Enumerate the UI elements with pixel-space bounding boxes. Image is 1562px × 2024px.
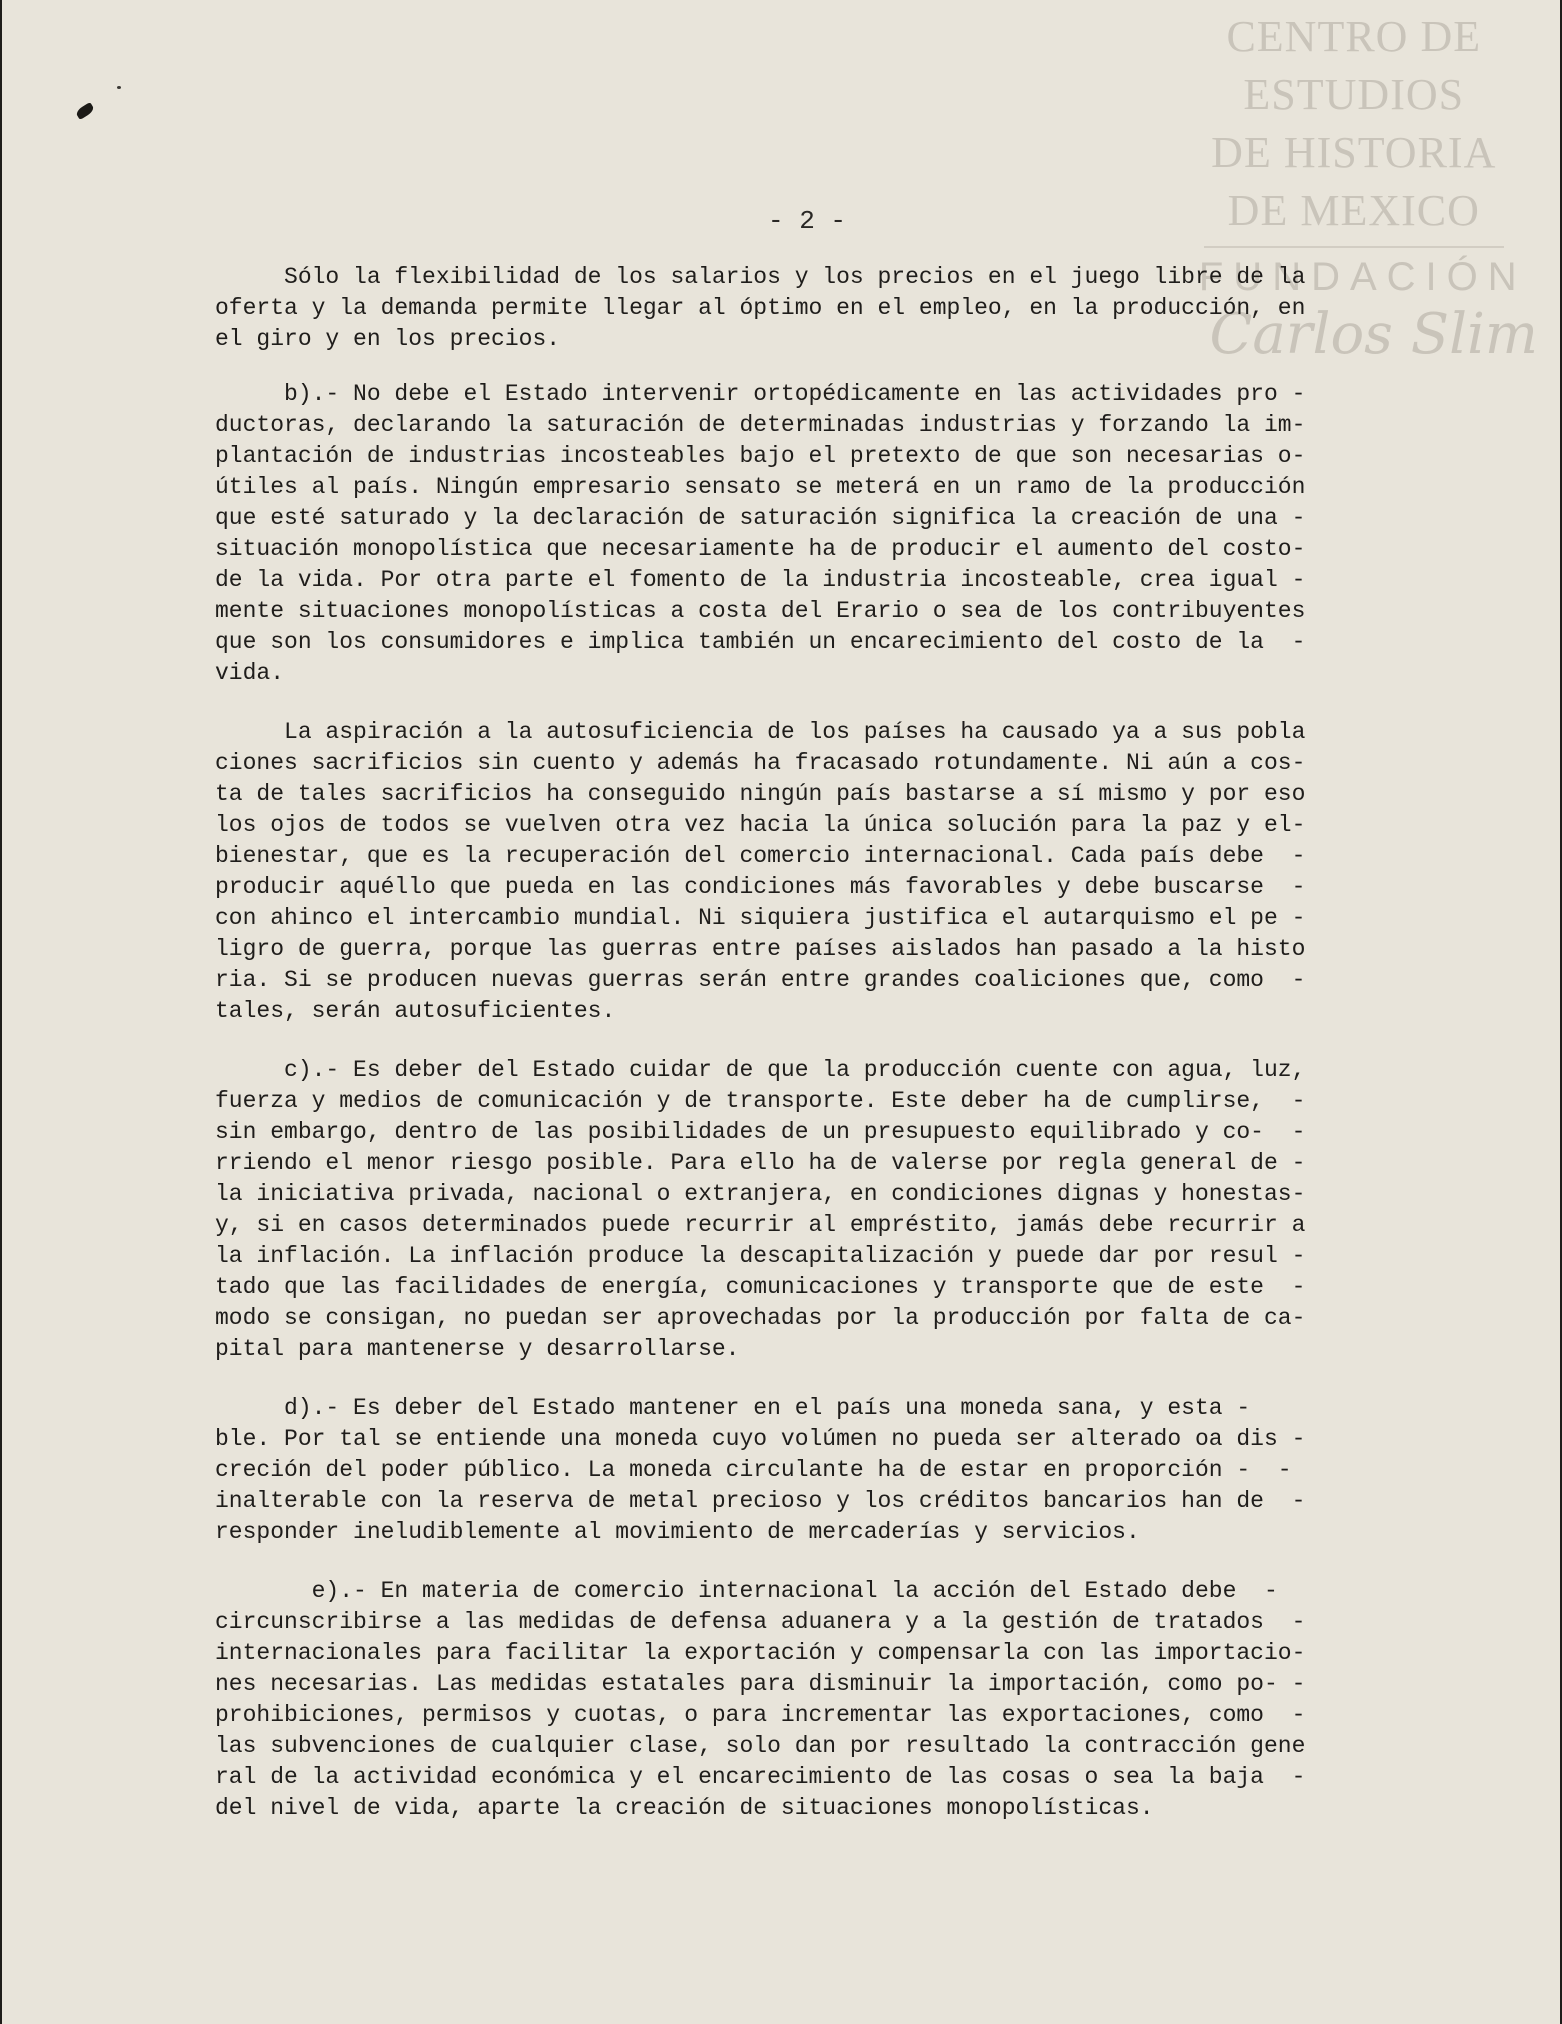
text-line: plantación de industrias incosteables bajo el pretexto de que son necesarias o- [215, 443, 1306, 469]
text-line: rriendo el menor riesgo posible. Para ello ha de valerse por regla general de - [215, 1150, 1306, 1176]
text-line: con ahinco el intercambio mundial. Ni siquiera justifica el autarquismo el pe - [215, 905, 1306, 931]
text-line: situación monopolística que necesariamente ha de producir el aumento del costo- [215, 536, 1306, 562]
text-line: prohibiciones, permisos y cuotas, o para incrementar las exportaciones, como - [215, 1702, 1306, 1728]
watermark-line: ESTUDIOS [1243, 70, 1465, 119]
text-line: inalterable con la reserva de metal precioso y los créditos bancarios han de - [215, 1488, 1306, 1514]
document-body [215, 262, 1405, 1824]
text-line: que esté saturado y la declaración de saturación significa la creación de una - [215, 505, 1306, 531]
watermark-signature: Carlos Slim [1209, 302, 1538, 367]
text-line: oferta y la demanda permite llegar al óptimo en el empleo, en la producción, en [215, 295, 1306, 321]
text-line: fuerza y medios de comunicación y de transporte. Este deber ha de cumplirse, - [215, 1088, 1306, 1114]
text-line: modo se consigan, no puedan ser aprovechadas por la producción por falta de ca- [215, 1305, 1306, 1331]
text-line: Sólo la flexibilidad de los salarios y los precios en el juego libre de la [215, 264, 1306, 290]
text-line: ral de la actividad económica y el encarecimiento de las cosas o sea la baja - [215, 1764, 1306, 1790]
text-line: b).- No debe el Estado intervenir ortopédicamente en las actividades pro - [215, 381, 1306, 407]
text-line: ble. Por tal se entiende una moneda cuyo volúmen no pueda ser alterado oa dis - [215, 1426, 1306, 1452]
text-line: ria. Si se producen nuevas guerras serán entre grandes coaliciones que, como - [215, 967, 1306, 993]
text-line: la inflación. La inflación produce la descapitalización y puede dar por resul - [215, 1243, 1306, 1269]
text-line: de la vida. Por otra parte el fomento de la industria incosteable, crea igual - [215, 567, 1306, 593]
watermark-foundation: FUNDACIÓN [1198, 255, 1527, 299]
text-line: tado que las facilidades de energía, comunicaciones y transporte que de este - [215, 1274, 1306, 1300]
text-line: e).- En materia de comercio internacional la acción del Estado debe - [215, 1578, 1278, 1604]
text-line: los ojos de todos se vuelven otra vez hacia la única solución para la paz y el- [215, 812, 1306, 838]
text-line: d).- Es deber del Estado mantener en el país una moneda sana, y esta - [215, 1395, 1251, 1421]
paragraph-d [215, 1393, 1405, 1548]
text-line: creción del poder público. La moneda circulante ha de estar en proporción - - [215, 1457, 1292, 1483]
paragraph-c [215, 1055, 1405, 1365]
text-line: ciones sacrificios sin cuento y además ha fracasado rotundamente. Ni aún a cos- [215, 750, 1306, 776]
watermark-line: DE MEXICO [1227, 186, 1480, 235]
text-line: ductoras, declarando la saturación de determinadas industrias y forzando la im- [215, 412, 1306, 438]
text-line: del nivel de vida, aparte la creación de situaciones monopolísticas. [215, 1795, 1154, 1821]
text-line: producir aquéllo que pueda en las condiciones más favorables y debe buscarse - [215, 874, 1306, 900]
text-line: útiles al país. Ningún empresario sensato se meterá en un ramo de la producción [215, 474, 1306, 500]
text-line: mente situaciones monopolísticas a costa del Erario o sea de los contribuyentes [215, 598, 1306, 624]
paragraph-e [215, 1576, 1405, 1824]
text-line: el giro y en los precios. [215, 326, 561, 352]
text-line: las subvenciones de cualquier clase, solo dan por resultado la contracción gene [215, 1733, 1306, 1759]
text-line: internacionales para facilitar la exportación y compensarla con las importacio- [215, 1640, 1306, 1666]
text-line: nes necesarias. Las medidas estatales para disminuir la importación, como po- - [215, 1671, 1306, 1697]
text-line: bienestar, que es la recuperación del comercio internacional. Cada país debe - [215, 843, 1306, 869]
text-line: responder ineludiblemente al movimiento de mercaderías y servicios. [215, 1519, 1140, 1545]
watermark-line: DE HISTORIA [1211, 128, 1497, 177]
text-line: La aspiración a la autosuficiencia de los países ha causado ya a sus pobla [215, 719, 1306, 745]
page-number: - 2 - [767, 206, 846, 236]
text-line: y, si en casos determinados puede recurrir al empréstito, jamás debe recurrir a [215, 1212, 1306, 1238]
watermark-divider [1204, 246, 1504, 248]
text-line: c).- Es deber del Estado cuidar de que la producción cuente con agua, luz, [215, 1057, 1306, 1083]
text-line: que son los consumidores e implica también un encarecimiento del costo de la - [215, 629, 1306, 655]
text-line: vida. [215, 660, 285, 686]
text-line: la iniciativa privada, nacional o extranjera, en condiciones dignas y honestas- [215, 1181, 1306, 1207]
text-line: ta de tales sacrificios ha conseguido ningún país bastarse a sí mismo y por eso [215, 781, 1306, 807]
text-line: pital para mantenerse y desarrollarse. [215, 1336, 740, 1362]
ink-dot [117, 86, 121, 89]
text-line: circunscribirse a las medidas de defensa aduanera y a la gestión de tratados - [215, 1609, 1306, 1635]
text-line: tales, serán autosuficientes. [215, 998, 616, 1024]
paragraph-autosuficiencia [215, 717, 1405, 1027]
document-page [2, 0, 1560, 2024]
text-line: sin embargo, dentro de las posibilidades de un presupuesto equilibrado y co- - [215, 1119, 1306, 1145]
watermark-line: CENTRO DE [1226, 12, 1482, 61]
text-line: ligro de guerra, porque las guerras entre países aislados han pasado a la histo [215, 936, 1306, 962]
paragraph-intro [215, 262, 1405, 355]
ink-mark [75, 102, 96, 120]
paragraph-b [215, 379, 1405, 689]
